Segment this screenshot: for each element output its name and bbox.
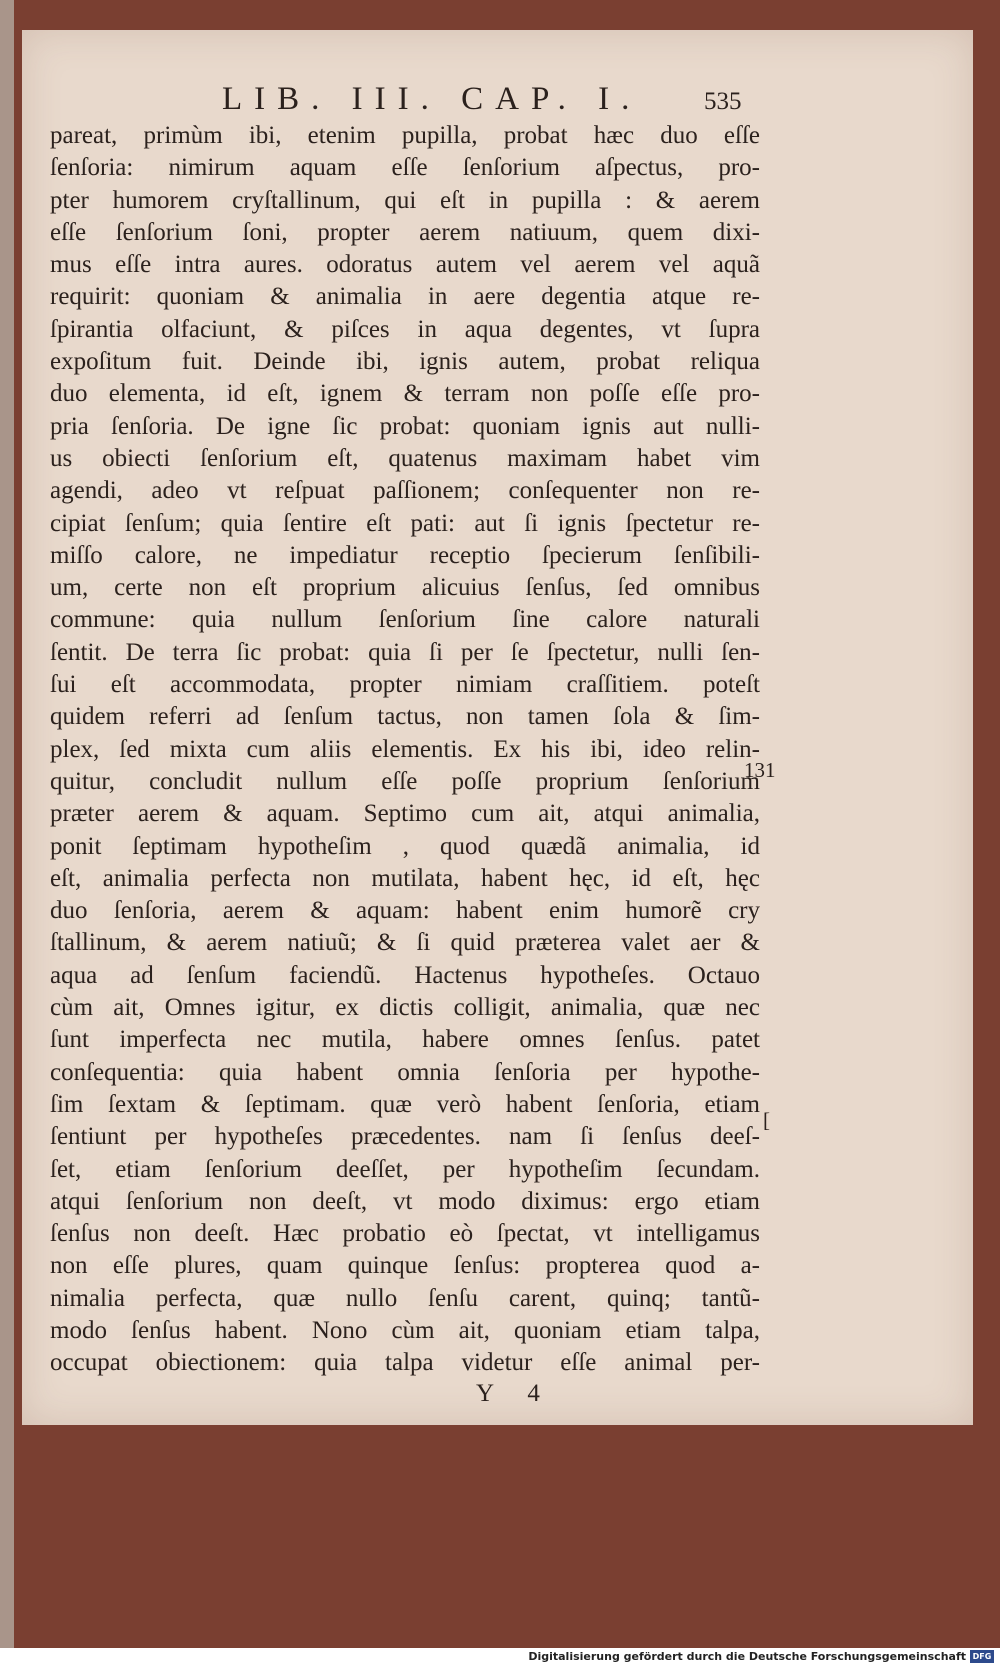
text-line: ſpirantia olfaciunt, & piſces in aqua degentes, vt ſupra bbox=[50, 315, 760, 343]
text-line: duo elementa, id eſt, ignem & terram non poſſe eſſe pro- bbox=[50, 380, 760, 408]
margin-bracket: [ bbox=[763, 1108, 770, 1132]
text-line: ſet, etiam ſenſorium deeſſet, per hypotheſim ſecundam. bbox=[50, 1155, 760, 1183]
text-line: ſenſus non deeſt. Hæc probatio eò ſpectat, vt intelligamus bbox=[50, 1220, 760, 1248]
text-line: requirit: quoniam & animalia in aere degentia atque re- bbox=[50, 283, 760, 311]
margin-number: 131 bbox=[744, 758, 776, 782]
text-line: eſſe ſenſorium ſoni, propter aerem natiuum, quem dixi- bbox=[50, 218, 760, 246]
text-line: atqui ſenſorium non deeſt, vt modo diximus: ergo etiam bbox=[50, 1187, 760, 1215]
text-line: expoſitum fuit. Deinde ibi, ignis autem, probat reliqua bbox=[50, 348, 760, 376]
page-number: 535 bbox=[704, 88, 742, 115]
text-line: ſenſoria: nimirum aquam eſſe ſenſorium aſpectus, pro- bbox=[50, 154, 760, 182]
text-line: ſentit. De terra ſic probat: quia ſi per ſe ſpectetur, nulli ſen- bbox=[50, 638, 760, 666]
body-text bbox=[50, 120, 760, 1380]
text-line: mus eſſe intra aures. odoratus autem vel aerem vel aquã bbox=[50, 251, 760, 279]
text-line: agendi, adeo vt reſpuat paſſionem; conſequenter non re- bbox=[50, 477, 760, 505]
text-line: præter aerem & aquam. Septimo cum ait, atqui animalia, bbox=[50, 800, 760, 828]
text-line: pria ſenſoria. De igne ſic probat: quoniam ignis aut nulli- bbox=[50, 412, 760, 440]
text-line: cùm ait, Omnes igitur, ex dictis colligit, animalia, quæ nec bbox=[50, 994, 760, 1022]
text-line: miſſo calore, ne impediatur receptio ſpecierum ſenſibili- bbox=[50, 541, 760, 569]
text-line: ſui eſt accommodata, propter nimiam craſſitiem. poteſt bbox=[50, 671, 760, 699]
text-line: aqua ad ſenſum faciendũ. Hactenus hypotheſes. Octauo bbox=[50, 961, 760, 989]
text-line: um, certe non eſt proprium alicuius ſenſus, ſed omnibus bbox=[50, 574, 760, 602]
text-line: us obiecti ſenſorium eſt, quatenus maximam habet vim bbox=[50, 444, 760, 472]
text-line: eſt, animalia perfecta non mutilata, habent hęc, id eſt, hęc bbox=[50, 864, 760, 892]
text-line: pareat, primùm ibi, etenim pupilla, probat hæc duo eſſe bbox=[50, 122, 760, 149]
text-line: duo ſenſoria, aerem & aquam: habent enim humorẽ cry bbox=[50, 897, 760, 925]
text-line: nimalia perfecta, quæ nullo ſenſu carent, quinq; tantũ- bbox=[50, 1284, 760, 1312]
text-line: commune: quia nullum ſenſorium ſine calore naturali bbox=[50, 606, 760, 634]
text-line: modo ſenſus habent. Nono cùm ait, quoniam etiam talpa, bbox=[50, 1316, 760, 1344]
text-line: pter humorem cryſtallinum, qui eſt in pupilla : & aerem bbox=[50, 186, 760, 214]
text-line: ſtallinum, & aerem natiuũ; & ſi quid præterea valet aer & bbox=[50, 929, 760, 957]
dfg-logo: DFG bbox=[970, 1650, 994, 1663]
text-line: ponit ſeptimam hypotheſim , quod quædã animalia, id bbox=[50, 832, 760, 860]
text-line: quidem referri ad ſenſum tactus, non tamen ſola & ſim- bbox=[50, 703, 760, 731]
book-page bbox=[22, 30, 973, 1425]
signature-mark: Y 4 bbox=[476, 1380, 554, 1407]
digitization-credit: Digitalisierung gefördert durch die Deutsche Forschungsgemeinschaft bbox=[528, 1650, 966, 1663]
text-line: conſequentia: quia habent omnia ſenſoria per hypothe- bbox=[50, 1058, 760, 1086]
text-line: ſentiunt per hypotheſes præcedentes. nam ſi ſenſus deeſ- bbox=[50, 1123, 760, 1151]
text-line: non eſſe plures, quam quinque ſenſus: propterea quod a- bbox=[50, 1252, 760, 1280]
text-line: ſim ſextam & ſeptimam. quæ verò habent ſenſoria, etiam bbox=[50, 1090, 760, 1118]
book-spine-edge bbox=[0, 0, 14, 1648]
text-line: occupat obiectionem: quia talpa videtur eſſe animal per- bbox=[50, 1349, 760, 1377]
text-line: ſunt imperfecta nec mutila, habere omnes ſenſus. patet bbox=[50, 1026, 760, 1054]
text-line: cipiat ſenſum; quia ſentire eſt pati: aut ſi ignis ſpectetur re- bbox=[50, 509, 760, 537]
text-line: quitur, concludit nullum eſſe poſſe proprium ſenſorium bbox=[50, 767, 760, 795]
running-head: LIB. III. CAP. I. bbox=[222, 81, 642, 117]
text-line: plex, ſed mixta cum aliis elementis. Ex his ibi, ideo relin- bbox=[50, 735, 760, 763]
